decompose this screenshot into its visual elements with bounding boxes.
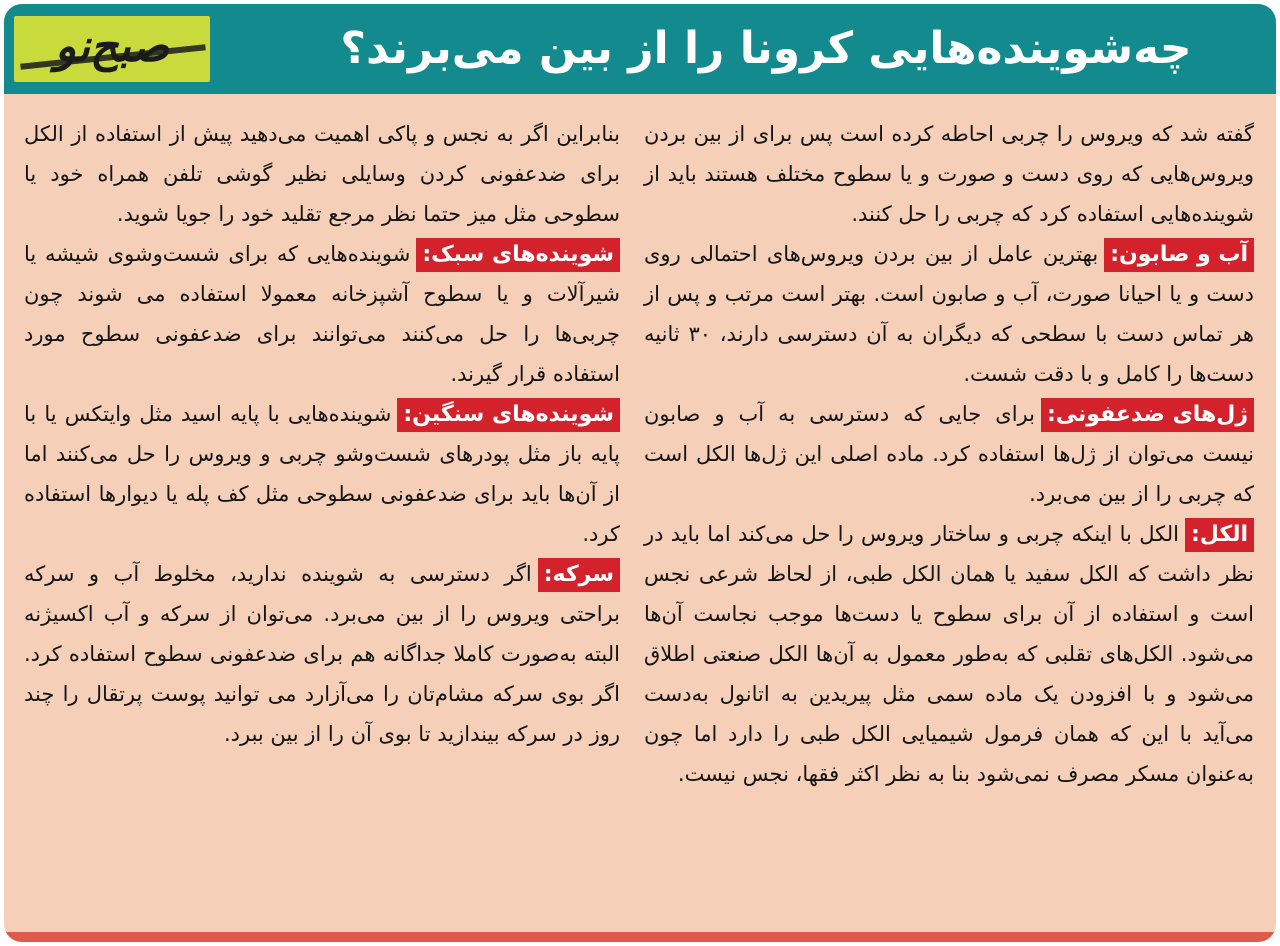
section-heading-alcohol: الکل: — [1185, 518, 1254, 552]
intro-text-left: بنابراین اگر به نجس و پاکی اهمیت می‌دهید پیش از استفاده از الکل برای ضدعفونی کردن وسایلی نظیر گوشی تلفن همراه خود یا سطوحی مثل میز حتما نظر مرجع تقلید خود را جویا شوید. — [24, 122, 620, 226]
section-vinegar — [24, 554, 620, 754]
logo — [14, 16, 210, 82]
section-soap — [644, 234, 1254, 394]
article-frame — [4, 4, 1276, 942]
right-column — [644, 114, 1254, 926]
section-text-soap: بهترین عامل از بین بردن ویروس‌های احتمالی روی دست و یا احیانا صورت، آب و صابون است. بهتر است مرتب و پس از هر تماس دست با سطحی که دیگران به آن دسترسی دارند، ۳۰ ثانیه دست‌ها را کامل و با دقت شست. — [644, 242, 1254, 386]
section-heading-gel: ژل‌های ضدعفونی: — [1041, 398, 1254, 432]
section-heavy-detergents — [24, 394, 620, 554]
section-heading-soap: آب و صابون: — [1104, 238, 1254, 272]
logo-text: صبح‌نو — [54, 21, 170, 72]
intro-text: گفته شد که ویروس را چربی احاطه کرده است پس برای از بین بردن ویروس‌هایی که روی دست و صورت و یا سطوح مختلف هستند باید از شوینده‌هایی استفاده کرد که چربی را حل کنند. — [644, 122, 1254, 226]
section-alcohol — [644, 514, 1254, 794]
bottom-band — [4, 932, 1276, 942]
intro-paragraph-left — [24, 114, 620, 234]
section-text-gel: برای جایی که دسترسی به آب و صابون نیست می‌توان از ژل‌ها استفاده کرد. ماده اصلی این ژل‌ها الکل است که چربی را از بین می‌برد. — [644, 402, 1254, 506]
section-gel — [644, 394, 1254, 514]
header-bar — [4, 4, 1276, 94]
section-text-heavy-detergents: شوینده‌هایی با پایه اسید مثل وایتکس یا با پایه باز مثل پودرهای شست‌وشو چربی و ویروس را حل می‌کنند اما از آن‌ها باید برای ضدعفونی سطوحی مثل کف پله یا دیوارها استفاده کرد. — [24, 402, 620, 546]
left-column — [24, 114, 620, 926]
intro-paragraph — [644, 114, 1254, 234]
section-heading-vinegar: سرکه: — [538, 558, 620, 592]
section-text-vinegar: اگر دسترسی به شوینده ندارید، مخلوط آب و سرکه براحتی ویروس را از بین می‌برد. می‌توان از سرکه و آب اکسیژنه البته به‌صورت کاملا جداگانه هم برای ضدعفونی سطوح استفاده کرد. اگر بوی سرکه مشام‌تان را می‌آزارد می توانید پوست پرتقال را چند روز در سرکه بیندازید تا بوی آن را از بین ببرد. — [24, 562, 620, 746]
section-light-detergents — [24, 234, 620, 394]
section-text-light-detergents: شوینده‌هایی که برای شست‌وشوی شیشه یا شیرآلات و یا سطوح آشپزخانه معمولا استفاده می شوند چون چربی‌ها را حل می‌کنند می‌توانند برای ضدعفونی سطوح مورد استفاده قرار گیرند. — [24, 242, 620, 386]
section-heading-heavy-detergents: شوینده‌های سنگین: — [397, 398, 620, 432]
section-text-alcohol: الکل با اینکه چربی و ساختار ویروس را حل می‌کند اما باید در نظر داشت که الکل سفید یا همان الکل طبی، از لحاظ شرعی نجس است و استفاده از آن برای سطوح یا دست‌ها موجب نجاست آن‌ها می‌شود. الکل‌های تقلبی که به‌طور معمول به آن‌ها الکل صنعتی اطلاق می‌شود و با افزودن یک ماده سمی مثل پیریدین به اتانول به‌دست می‌آید با این که همان فرمول شیمیایی الکل طبی را دارد اما چون به‌عنوان مسکر مصرف نمی‌شود بنا به نظر اکثر فقها، نجس نیست. — [644, 522, 1254, 786]
section-heading-light-detergents: شوینده‌های سبک: — [416, 238, 620, 272]
page-title: چه‌شوینده‌هایی کرونا را از بین می‌برند؟ — [340, 23, 1192, 74]
